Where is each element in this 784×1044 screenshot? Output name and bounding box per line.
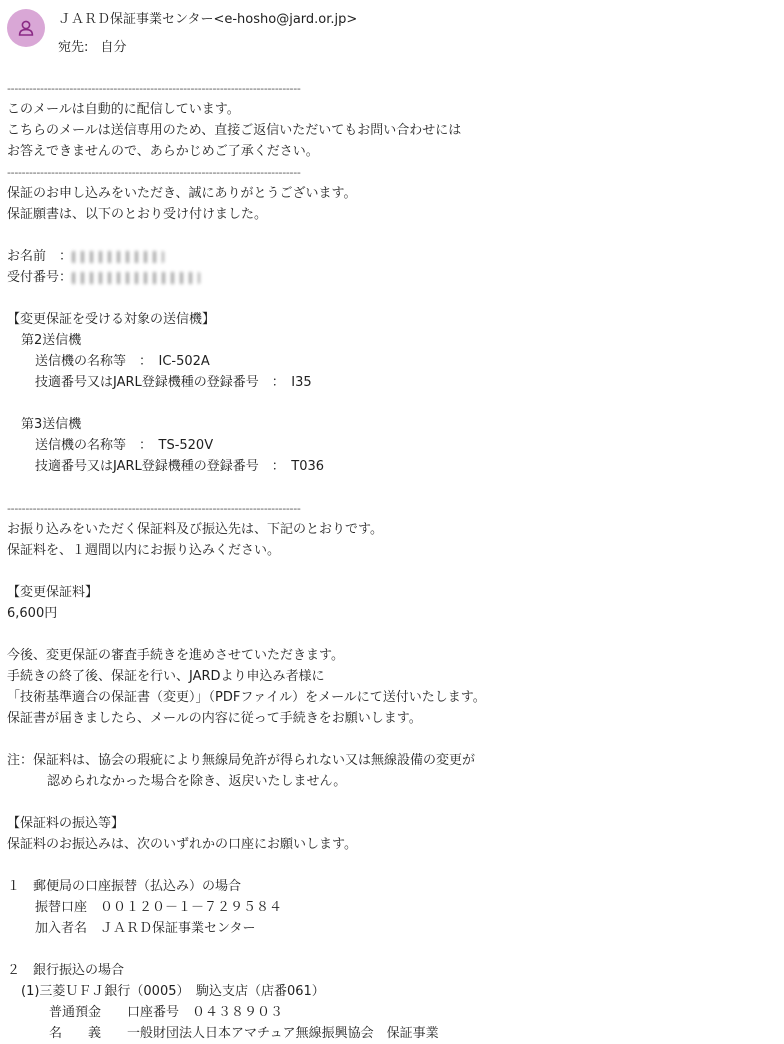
note-line: 認められなかった場合を除き、返戻いたしません。: [47, 774, 347, 789]
separator: --------------------------------------------------------------------------------: [7, 166, 301, 179]
recipient-line: [58, 36, 127, 55]
bank-holder: 名 義 一般財団法人日本アマチュア無線振興協会 保証事業: [49, 1026, 439, 1041]
transmitter-name: 送信機の名称等 ： IC-502A: [35, 354, 210, 369]
separator: --------------------------------------------------------------------------------: [7, 82, 301, 95]
sender-avatar[interactable]: [7, 9, 45, 47]
procedure-line: 手続きの終了後、保証を行い、JARDより申込み者様に: [7, 669, 325, 684]
thanks-line: 保証のお申し込みをいただき、誠にありがとうございます。: [7, 186, 357, 201]
postal-account: 振替口座 ００１２０－１－７２９５８４: [35, 900, 283, 915]
transmitter-title: 第2送信機: [21, 333, 82, 348]
transfer-heading: 【保証料の振込等】: [7, 816, 125, 831]
redacted-name: [72, 251, 164, 263]
separator: --------------------------------------------------------------------------------: [7, 502, 301, 515]
transmitter-name: 送信機の名称等 ： TS-520V: [35, 438, 214, 453]
transfer-intro: 保証料のお振込みは、次のいずれかの口座にお願いします。: [7, 837, 357, 852]
note-line: 注：保証料は、協会の瑕疵により無線局免許が得られない又は無線設備の変更が: [7, 753, 476, 768]
recipient-label: 宛先:: [58, 40, 89, 55]
receipt-number-row: [7, 267, 777, 288]
intro-line: こちらのメールは送信専用のため、直接ご返信いただいてもお問い合わせには: [7, 123, 462, 138]
fee-amount: 6,600円: [7, 606, 58, 621]
applicant-name-label: お名前 ：: [7, 249, 73, 264]
recipient-value[interactable]: 自分: [100, 40, 127, 55]
payment-intro-line: お振り込みをいただく保証料及び振込先は、下記のとおりです。: [7, 522, 383, 537]
applicant-name-row: [7, 246, 777, 267]
bank-title: ２ 銀行振込の場合: [7, 963, 125, 978]
bank-name: (1)三菱ＵＦＪ銀行（0005） 駒込支店（店番061）: [21, 984, 325, 999]
procedure-line: 保証書が届きましたら、メールの内容に従って手続きをお願いします。: [7, 711, 422, 726]
receipt-number-label: 受付番号：: [7, 270, 73, 285]
intro-line: お答えできませんので、あらかじめご了承ください。: [7, 144, 319, 159]
transmitter-title: 第3送信機: [21, 417, 82, 432]
transmitter-registration: 技適番号又はJARL登録機種の登録番号 ： I35: [35, 375, 312, 390]
intro-line: このメールは自動的に配信しています。: [7, 102, 240, 117]
payment-intro-line: 保証料を、１週間以内にお振り込みください。: [7, 543, 281, 558]
transmitters-heading: 【変更保証を受ける対象の送信機】: [7, 312, 216, 327]
email-header: [0, 0, 784, 70]
bank-account: 普通預金 口座番号 ０４３８９０３: [49, 1005, 284, 1020]
sender-name[interactable]: ＪＡＲＤ保証事業センター<e-hosho@jard.or.jp>: [58, 12, 358, 27]
postal-holder: 加入者名 ＪＡＲＤ保証事業センター: [35, 921, 256, 936]
person-icon: [17, 19, 35, 37]
procedure-line: 「技術基準適合の保証書（変更）」（PDFファイル）をメールにて送付いたします。: [7, 690, 486, 705]
email-body: [7, 78, 777, 1044]
transmitter-registration: 技適番号又はJARL登録機種の登録番号 ： T036: [35, 459, 325, 474]
postal-title: １ 郵便局の口座振替（払込み）の場合: [7, 879, 242, 894]
procedure-line: 今後、変更保証の審査手続きを進めさせていただきます。: [7, 648, 344, 663]
thanks-line: 保証願書は、以下のとおり受け付けました。: [7, 207, 268, 222]
redacted-receipt-number: [72, 272, 200, 284]
fee-heading: 【変更保証料】: [7, 585, 99, 600]
